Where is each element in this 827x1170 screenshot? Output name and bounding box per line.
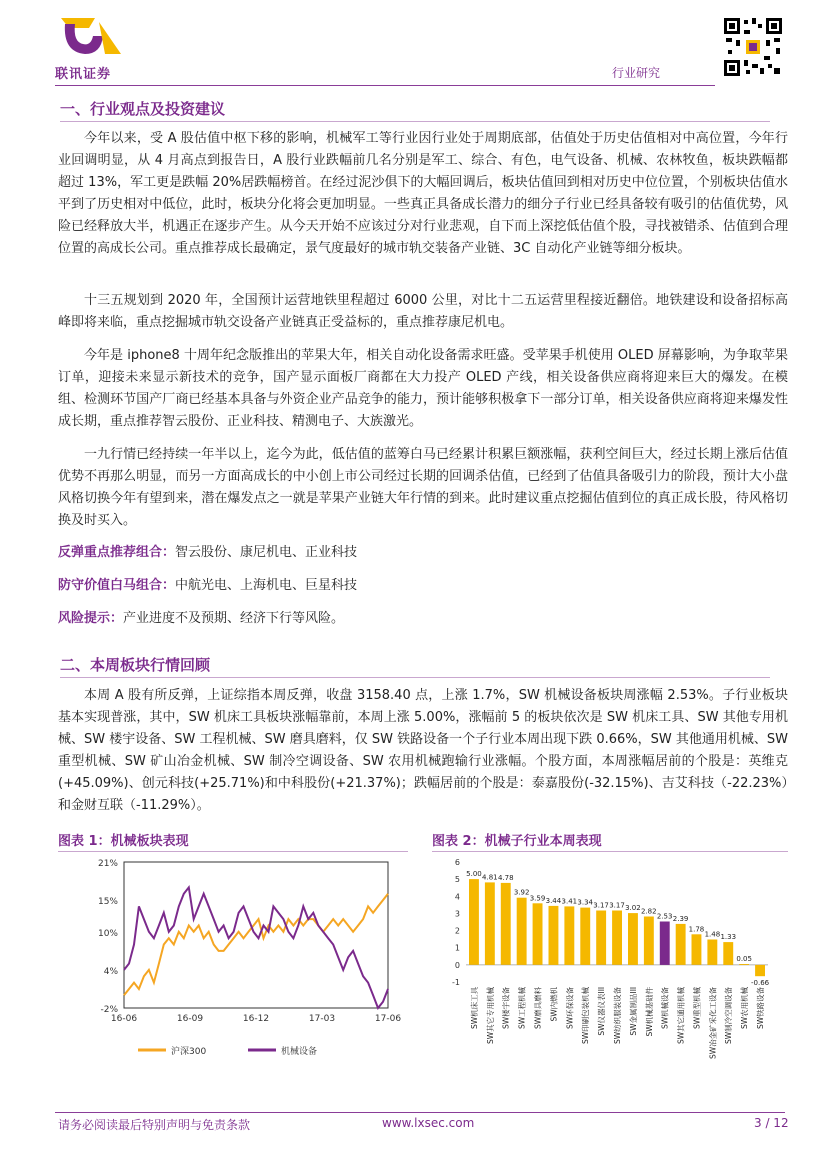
y-tick-label: 1	[454, 943, 460, 953]
figure-1-title: 图表 1：机械板块表现	[58, 834, 189, 849]
bar-1	[485, 882, 495, 965]
y-tick-label: 4%	[103, 966, 118, 977]
bar-value-label: 3.41	[561, 897, 578, 906]
risk-warning	[58, 609, 344, 629]
bar-value-label: 3.59	[529, 894, 546, 903]
section-1-paragraph-3: 今年是 iphone8 十周年纪念版推出的苹果大年，相关自动化设备需求旺盛。受苹果手机使用 OLED 屏幕影响，为争取苹果订单，迎接未来显示新技术的竞争，国产显示面板厂商都在大力投产 OLED 产线，相关设备供应商将迎来巨大的爆发。在模组、检测环节国产厂商已经基本具备与外资企业产品竞争的能力，预计能够积极拿下一部分订单，相关设备供应商将迎来爆发性成长期，重点推荐智云股份、正业科技、精测电子、大族激光。	[58, 348, 788, 429]
bar-17	[739, 964, 749, 965]
section-tag: 行业研究	[612, 66, 661, 80]
company-logo-icon	[55, 14, 125, 58]
bar-0	[469, 879, 479, 965]
x-category-label: SW其它通用机械	[676, 986, 686, 1045]
series-line-0	[124, 894, 388, 996]
y-tick-label: 6	[454, 858, 460, 867]
y-tick-label: 0	[454, 960, 460, 970]
x-category-label: SW机械基础件	[644, 986, 654, 1037]
bar-11	[644, 917, 654, 965]
legend-label: 沪深300	[171, 1047, 207, 1057]
section-2-paragraph: 本周 A 股有所反弹，上证综指本周反弹，收盘 3158.40 点，上涨 1.7%，SW 机械设备板块周涨幅 2.53%。子行业板块基本实现普涨，其中，SW 机床工具板块涨幅靠前，本周上涨 5.00%，涨幅前 5 的板块依次是 SW 机床工具、SW 其他专用机械、SW 楼宇设备、SW 工程机械、SW 磨具磨料，仅 SW 铁路设备一个子行业本周出现下跌 0.66%，SW 其他通用机械、SW 重型机械、SW 矿山冶金机械、SW 制冷空调设备、SW 农用机械跑输行业涨幅。个股方面，本周涨幅居前的个股是：英维克(+45.09%)、创元科技(+25.71%)和中科股份(+21.37%)；跌幅居前的个股是：泰嘉股份(-32.15%)、吉艾科技（-22.23%）和金财互联（-11.29%）。	[58, 688, 788, 813]
recommendation-rebound-text: 智云股份、康尼机电、正业科技	[175, 545, 358, 560]
x-category-label: SW磨具磨料	[533, 986, 543, 1030]
x-category-label: SW冶金矿采化工设备	[708, 986, 718, 1060]
recommendation-defensive-text: 中航光电、上海机电、巨星科技	[175, 578, 358, 593]
bar-7	[580, 908, 590, 965]
bar-value-label: 5.00	[466, 870, 482, 879]
x-tick-label: 17-06	[374, 1014, 402, 1024]
bar-6	[564, 906, 574, 965]
bar-8	[596, 911, 606, 965]
footer-disclaimer: 请务必阅读最后特别声明与免责条款	[58, 1118, 251, 1132]
bar-value-label: 1.33	[720, 933, 737, 942]
y-tick-label: 3	[454, 909, 460, 919]
page-header	[0, 0, 827, 92]
recommendation-rebound-label: 反弹重点推荐组合：	[58, 545, 176, 560]
x-category-label: SW纺织服装设备	[613, 986, 622, 1045]
y-tick-label: 4	[454, 892, 460, 902]
bar-value-label: 3.17	[593, 901, 609, 910]
y-tick-label: 10%	[97, 928, 118, 939]
bar-value-label: 2.39	[672, 914, 689, 923]
bar-18	[755, 965, 765, 976]
figure-1-line-chart	[58, 852, 408, 1067]
section-1-paragraph-2: 十三五规划到 2020 年，全国预计运营地铁里程超过 6000 公里，对比十二五运营里程接近翻倍。地铁建设和设备招标高峰即将来临，重点挖掘城市轨交设备产业链真正受益标的，重点推荐康尼机电。	[58, 293, 788, 330]
bar-2	[501, 883, 511, 965]
bar-16	[723, 942, 733, 965]
footer-divider	[55, 1112, 785, 1113]
x-category-label: SW金属制品III	[628, 986, 638, 1036]
x-tick-label: 16-09	[176, 1014, 204, 1024]
bar-9	[612, 911, 622, 965]
section-2-title: 二、本周板块行情回顾	[60, 656, 211, 674]
x-category-label: SW内燃机	[549, 986, 559, 1022]
y-tick-label: 15%	[97, 897, 118, 908]
x-category-label: SW环保设备	[565, 986, 575, 1030]
bar-value-label: 2.82	[640, 907, 657, 916]
logo-text: 联讯证券	[55, 67, 112, 82]
recommendation-rebound	[58, 543, 357, 563]
x-category-label: SW印刷包装机械	[581, 986, 591, 1045]
bar-15	[707, 940, 717, 965]
y-tick-label: 5	[454, 875, 460, 885]
header-divider	[55, 85, 715, 86]
bar-5	[549, 906, 559, 965]
bar-value-label: 1.78	[688, 925, 705, 934]
recommendation-defensive-label: 防守价值白马组合：	[58, 578, 176, 593]
bar-value-label: 3.92	[513, 888, 530, 897]
section-1-divider	[60, 121, 770, 122]
bar-value-label: 4.81	[482, 873, 498, 882]
y-tick-label: -1	[452, 978, 460, 987]
bar-value-label: -0.66	[750, 979, 770, 988]
legend-label: 机械设备	[281, 1047, 318, 1057]
bar-value-label: 3.44	[545, 896, 562, 905]
bar-value-label: 3.17	[609, 901, 625, 910]
bar-10	[628, 913, 638, 965]
footer-website: www.lxsec.com	[382, 1116, 475, 1130]
x-category-label: SW工程机械	[517, 986, 527, 1030]
footer-page-number: 3 / 12	[754, 1116, 789, 1130]
x-category-label: SW仪器仪表III	[597, 986, 607, 1036]
section-2-divider	[60, 677, 770, 678]
risk-warning-label: 风险提示：	[58, 611, 124, 626]
bar-value-label: 0.05	[736, 955, 752, 963]
x-category-label: SW机械设备	[660, 986, 670, 1030]
bar-value-label: 1.48	[704, 930, 721, 939]
bar-13	[676, 924, 686, 965]
x-category-label: SW机床工具	[469, 986, 479, 1030]
bar-value-label: 3.02	[625, 904, 641, 913]
x-tick-label: 16-12	[242, 1014, 270, 1024]
x-category-label: SW农用机械	[740, 986, 750, 1030]
y-tick-label: 21%	[97, 859, 118, 869]
y-tick-label: -2%	[100, 1005, 118, 1015]
risk-warning-text: 产业进度不及预期、经济下行等风险。	[123, 611, 345, 626]
recommendation-defensive	[58, 576, 357, 596]
x-category-label: SW其它专用机械	[485, 986, 495, 1045]
y-tick-label: 2	[454, 926, 460, 936]
x-category-label: SW重型机械	[692, 986, 702, 1030]
figure-2-title: 图表 2：机械子行业本周表现	[432, 834, 602, 849]
section-1-paragraph-4: 一九行情已经持续一年半以上，迄今为此，低估值的蓝筹白马已经累计积累巨额涨幅，获利空间巨大，经过长期上涨后估值优势不再那么明显，而另一方面高成长的中小创上市公司经过长期的回调杀估值，已经到了估值具备吸引力的阶段，预计大小盘风格切换今年有望到来，潜在爆发点之一就是苹果产业链大年行情的到来。此时建议重点挖掘估值到位的真正成长股，待风格切换及时买入。	[58, 447, 788, 528]
x-category-label: SW铁路设备	[756, 986, 766, 1030]
bar-3	[517, 898, 527, 965]
bar-12	[660, 922, 670, 965]
bar-value-label: 3.34	[577, 898, 594, 907]
bar-14	[692, 934, 702, 965]
bar-value-label: 2.53	[656, 912, 673, 921]
figure-2-bar-chart	[432, 852, 788, 1092]
x-tick-label: 17-03	[308, 1014, 336, 1024]
bar-4	[533, 903, 543, 965]
x-category-label: SW楼宇设备	[501, 986, 511, 1030]
x-tick-label: 16-06	[110, 1014, 138, 1024]
section-1-paragraph-1: 今年以来，受 A 股估值中枢下移的影响，机械军工等行业因行业处于周期底部，估值处于历史估值相对中高位置，今年行业回调明显，从 4 月高点到报告日，A 股行业跌幅前几名分别是军工、综合、有色，电气设备、机械、农林牧鱼，板块跌幅都超过 13%，军工更是跌幅 20%居跌幅榜首。在经过泥沙俱下的大幅回调后，板块估值回到相对历史中位位置，个别板块估值水平到了历史相对中低位，此时，板块分化将会更加明显。一些真正具备成长潜力的细分子行业已经具备较有吸引的估值优势，风险已经释放大半，机遇正在逐步产生。从今天开始不应该过分对行业悲观，自下而上深挖低估值个股，寻找被错杀、估值到合理位置的高成长公司。重点推荐成长最确定，景气度最好的城市轨交装备产业链、3C 自动化产业链等细分板块。	[58, 131, 788, 256]
bar-value-label: 4.78	[497, 873, 514, 882]
x-category-label: SW制冷空调设备	[724, 986, 734, 1045]
section-1-title: 一、行业观点及投资建议	[60, 100, 226, 118]
qr-code-icon	[722, 16, 784, 78]
